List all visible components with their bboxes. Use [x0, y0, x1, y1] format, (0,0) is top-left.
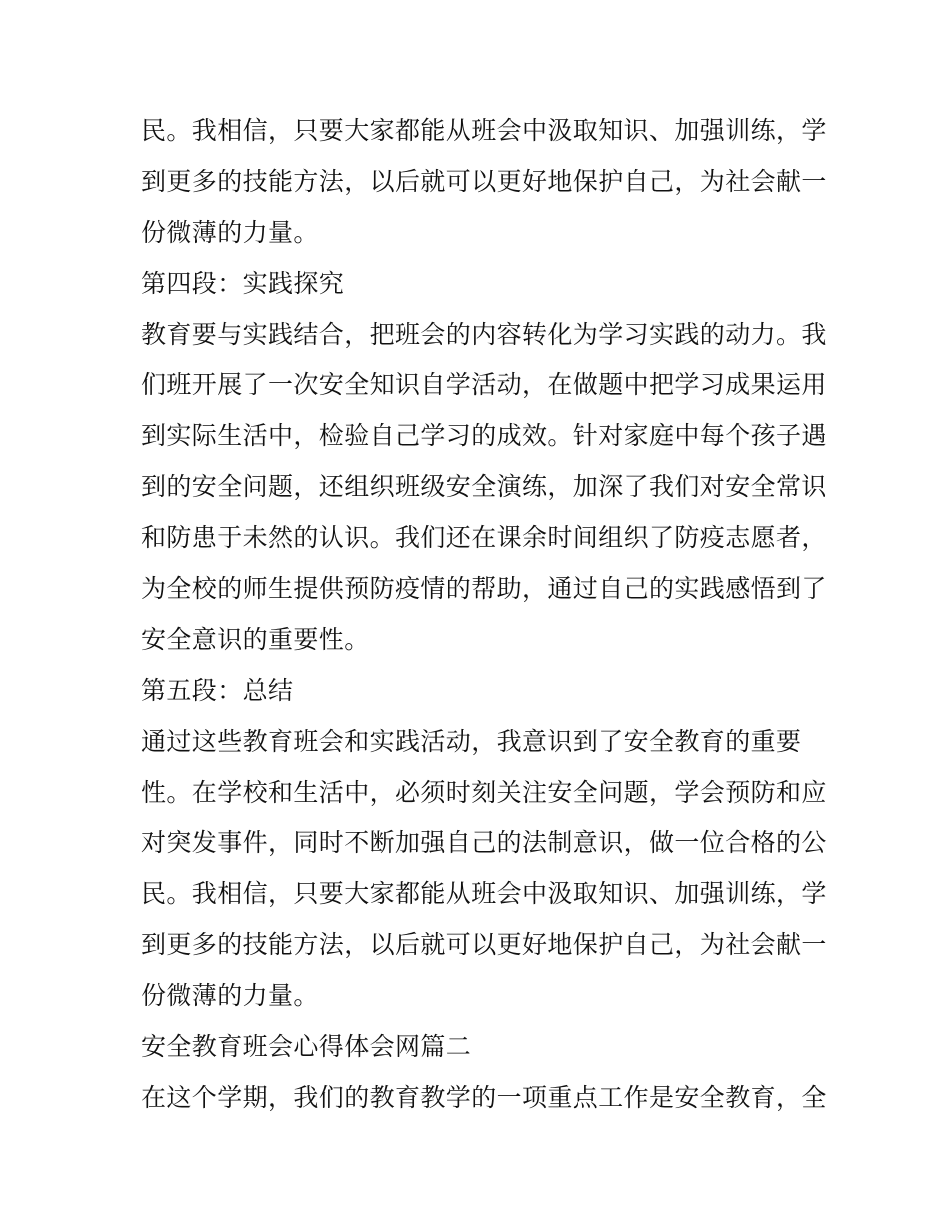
text-line: 到更多的技能方法，以后就可以更好地保护自己，为社会献一 [141, 930, 827, 960]
text-line: 到的安全问题，还组织班级安全演练，加深了我们对安全常识 [141, 472, 827, 502]
document-body [141, 106, 827, 1124]
text-line: 为全校的师生提供预防疫情的帮助，通过自己的实践感悟到了 [141, 574, 827, 604]
text-line: 到实际生活中，检验自己学习的成效。针对家庭中每个孩子遇 [141, 421, 827, 451]
text-line: 民。我相信，只要大家都能从班会中汲取知识、加强训练，学 [141, 116, 827, 145]
text-line: 教育要与实践结合，把班会的内容转化为学习实践的动力。我 [141, 319, 827, 349]
text-line: 们班开展了一次安全知识自学活动，在做题中把学习成果运用 [141, 370, 827, 400]
text-line: 份微薄的力量。 [141, 217, 319, 247]
text-line: 性。在学校和生活中，必须时刻关注安全问题，学会预防和应 [141, 777, 827, 807]
text-line: 通过这些教育班会和实践活动，我意识到了安全教育的重要 [141, 726, 802, 756]
section-heading: 第五段：总结 [141, 675, 294, 705]
article-title: 安全教育班会心得体会网篇二 [141, 1032, 472, 1062]
text-line: 安全意识的重要性。 [141, 624, 370, 654]
text-line: 民。我相信，只要大家都能从班会中汲取知识、加强训练，学 [141, 879, 827, 909]
text-line: 和防患于未然的认识。我们还在课余时间组织了防疫志愿者， [141, 523, 827, 553]
section-heading: 第四段：实践探究 [141, 268, 345, 298]
text-line: 在这个学期，我们的教育教学的一项重点工作是安全教育，全 [141, 1082, 827, 1112]
text-line: 份微薄的力量。 [141, 981, 319, 1011]
text-line: 到更多的技能方法，以后就可以更好地保护自己，为社会献一 [141, 166, 827, 196]
text-line: 对突发事件，同时不断加强自己的法制意识，做一位合格的公 [141, 828, 827, 858]
